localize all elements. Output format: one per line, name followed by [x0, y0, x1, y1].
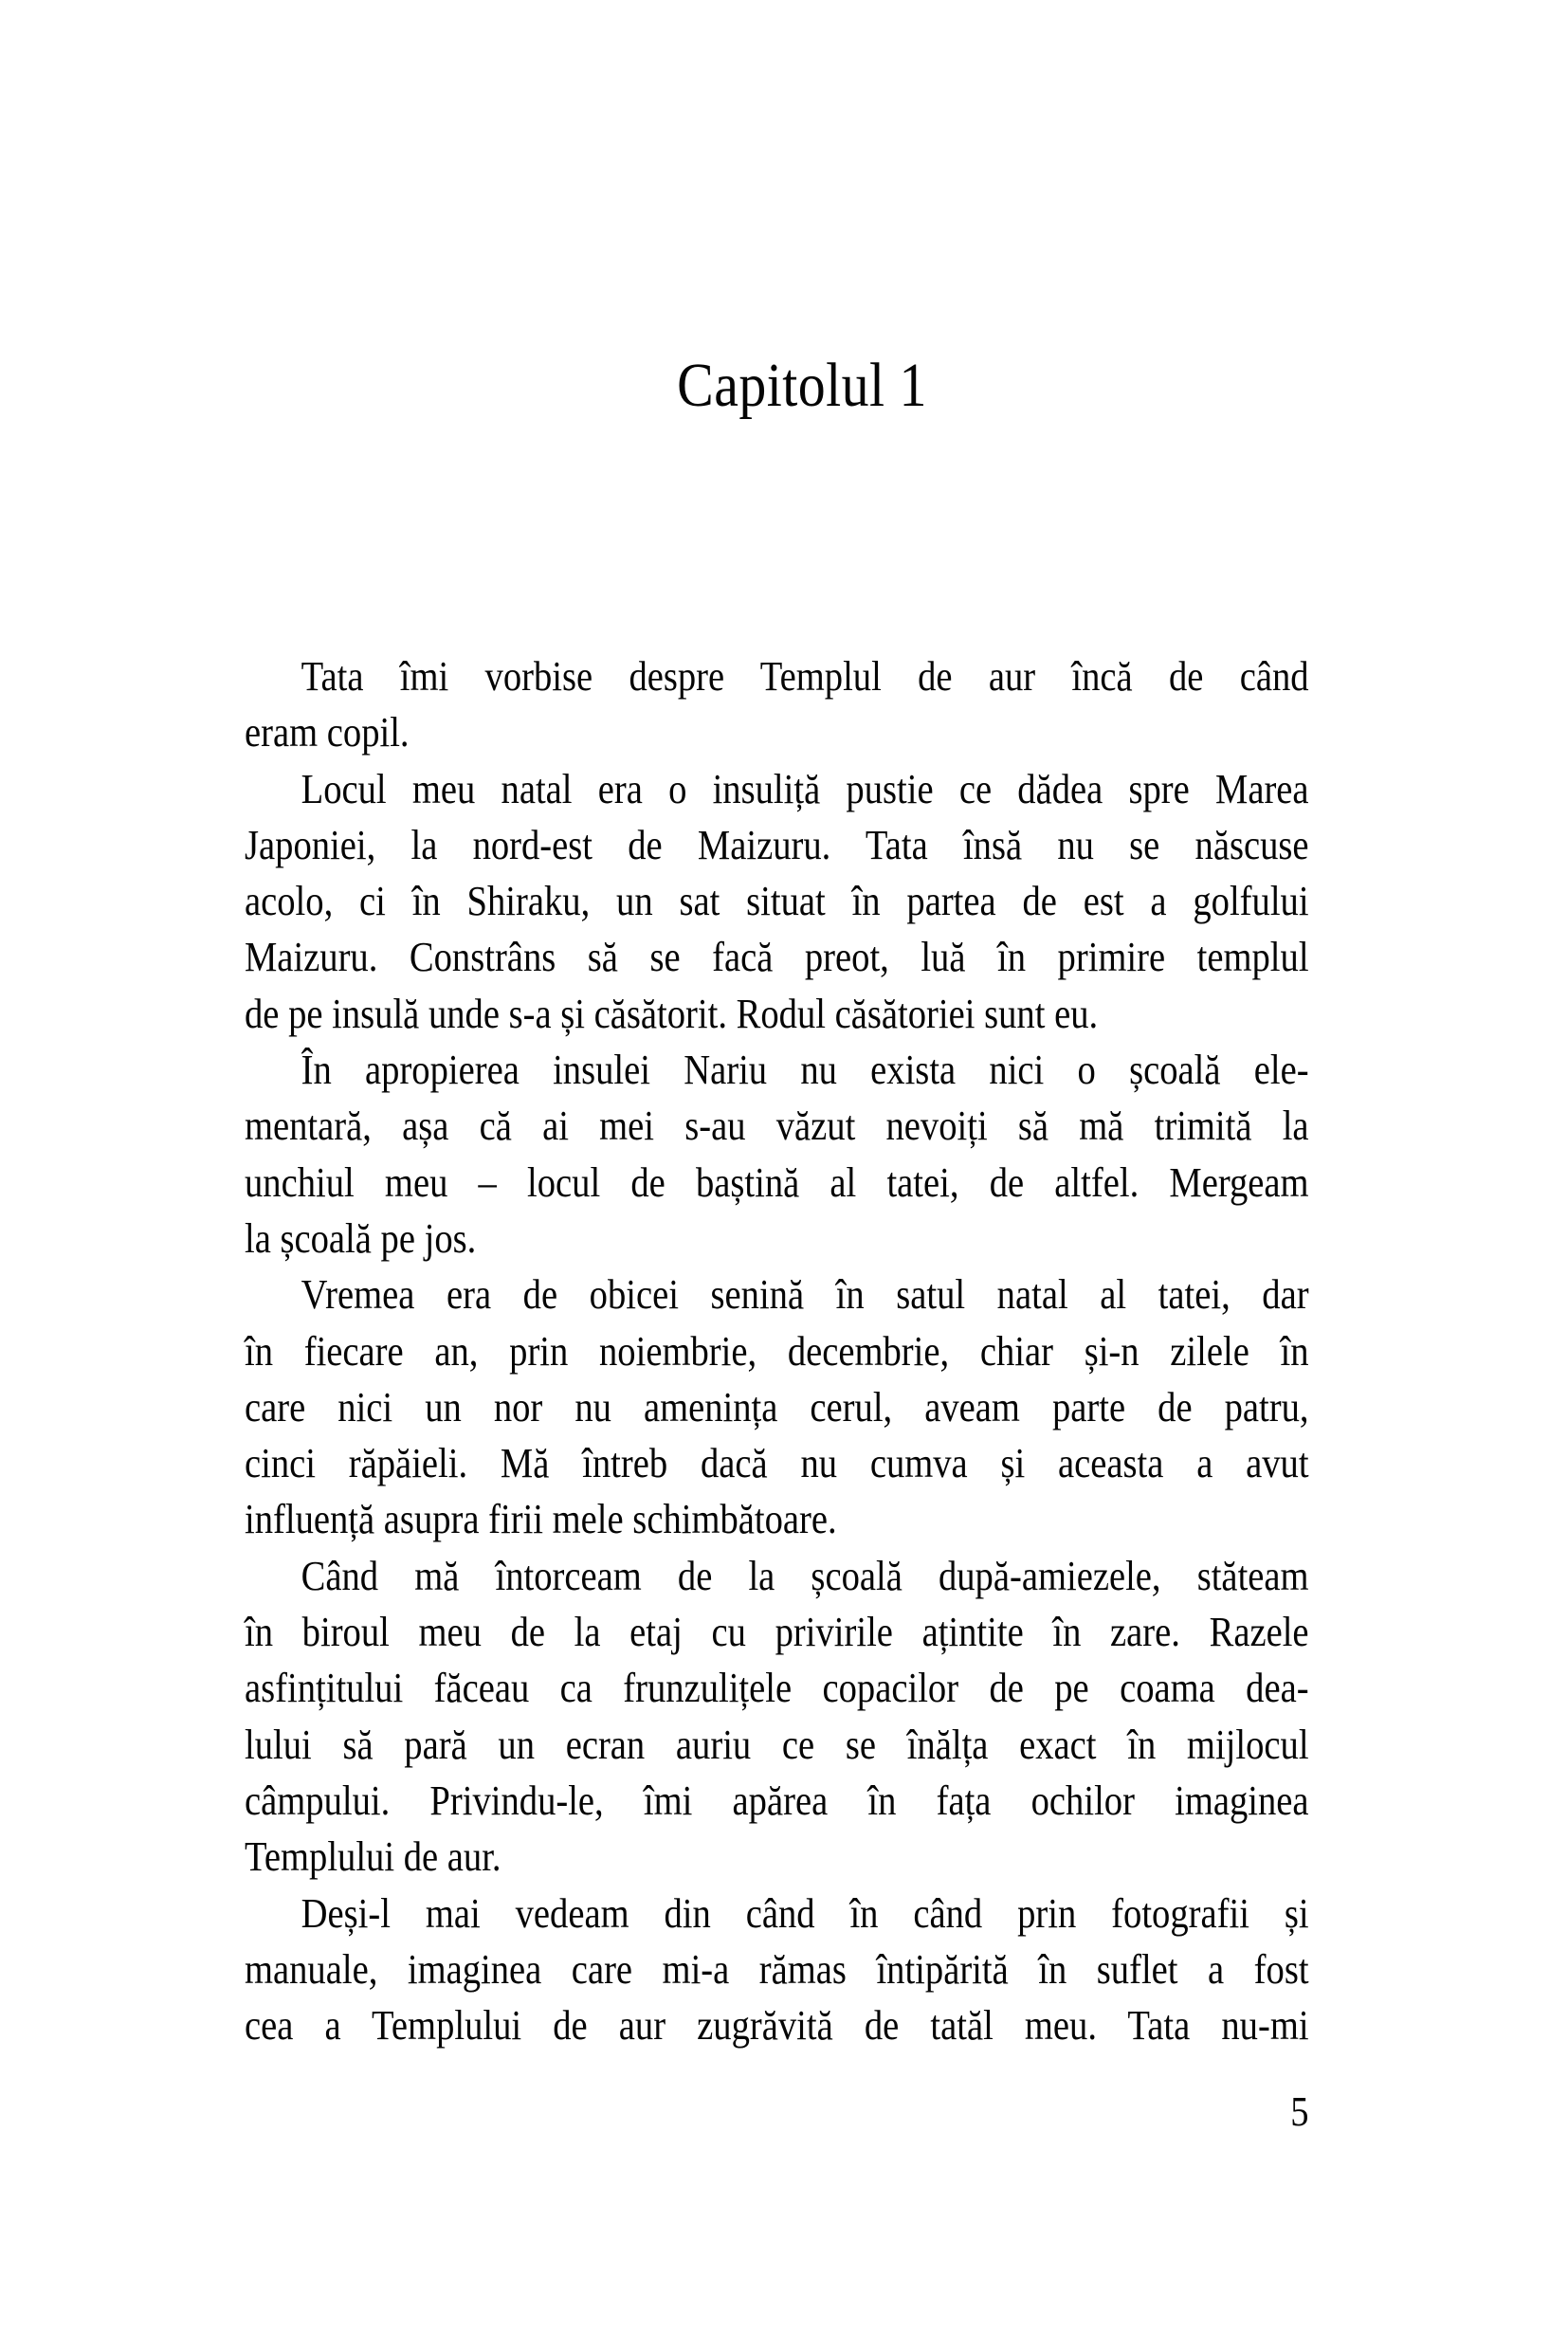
text-line: Tata îmi vorbise despre Templul de aur încă de când [301, 653, 1309, 700]
body-text [245, 648, 1309, 2141]
text-line: Deși-l mai vedeam din când în când prin fotografii și [301, 1889, 1309, 1937]
text-line: asfințitului făceau ca frunzulițele copacilor de pe coama dea- [245, 1665, 1309, 1712]
text-line: la școală pe jos. [245, 1214, 477, 1262]
text-line: mentară, așa că ai mei s-au văzut nevoiți să mă trimită la [245, 1103, 1309, 1150]
text-line: Când mă întorceam de la școală după-amiezele, stăteam [301, 1552, 1309, 1599]
text-line: lului să pară un ecran auriu ce se înălța exact în mijlocul [245, 1721, 1309, 1768]
text-line: Japoniei, la nord-est de Maizuru. Tata însă nu se născuse [245, 821, 1309, 868]
text-line: de pe insulă unde s-a și căsătorit. Rodul căsătoriei sunt eu. [245, 990, 1099, 1037]
text-line: Maizuru. Constrâns să se facă preot, luă în primire templul [245, 934, 1309, 981]
text-line: cinci răpăieli. Mă întreb dacă nu cumva și aceasta a avut [245, 1440, 1309, 1487]
text-line: care nici un nor nu amenința cerul, aveam parte de patru, [245, 1383, 1309, 1431]
text-line: influență asupra firii mele schimbătoare. [245, 1496, 837, 1543]
text-line: câmpului. Privindu-le, îmi apărea în fața ochilor imaginea [245, 1777, 1309, 1824]
text-line: manuale, imaginea care mi-a rămas întipărită în suflet a fost [245, 1945, 1309, 1993]
text-line: Templului de aur. [245, 1833, 501, 1881]
text-line: Locul meu natal era o insuliță pustie ce dădea spre Marea [301, 765, 1309, 812]
text-line: în fiecare an, prin noiembrie, decembrie, chiar și-n zilele în [245, 1327, 1309, 1375]
page-number: 5 [1290, 2088, 1309, 2136]
text-line: acolo, ci în Shiraku, un sat situat în partea de est a golfului [245, 878, 1309, 925]
text-line: în biroul meu de la etaj cu privirile ațintite în zare. Razele [245, 1609, 1309, 1656]
text-line: unchiul meu – locul de baștină al tatei, de altfel. Mergeam [245, 1158, 1309, 1206]
text-line: Vremea era de obicei senină în satul natal al tatei, dar [301, 1271, 1309, 1319]
text-line: cea a Templului de aur zugrăvită de tatăl meu. Tata nu-mi [245, 2002, 1309, 2050]
text-line: eram copil. [245, 709, 410, 756]
text-line: În apropierea insulei Nariu nu exista nici o școală ele- [301, 1047, 1309, 1094]
chapter-title: Capitolul 1 [677, 351, 927, 420]
